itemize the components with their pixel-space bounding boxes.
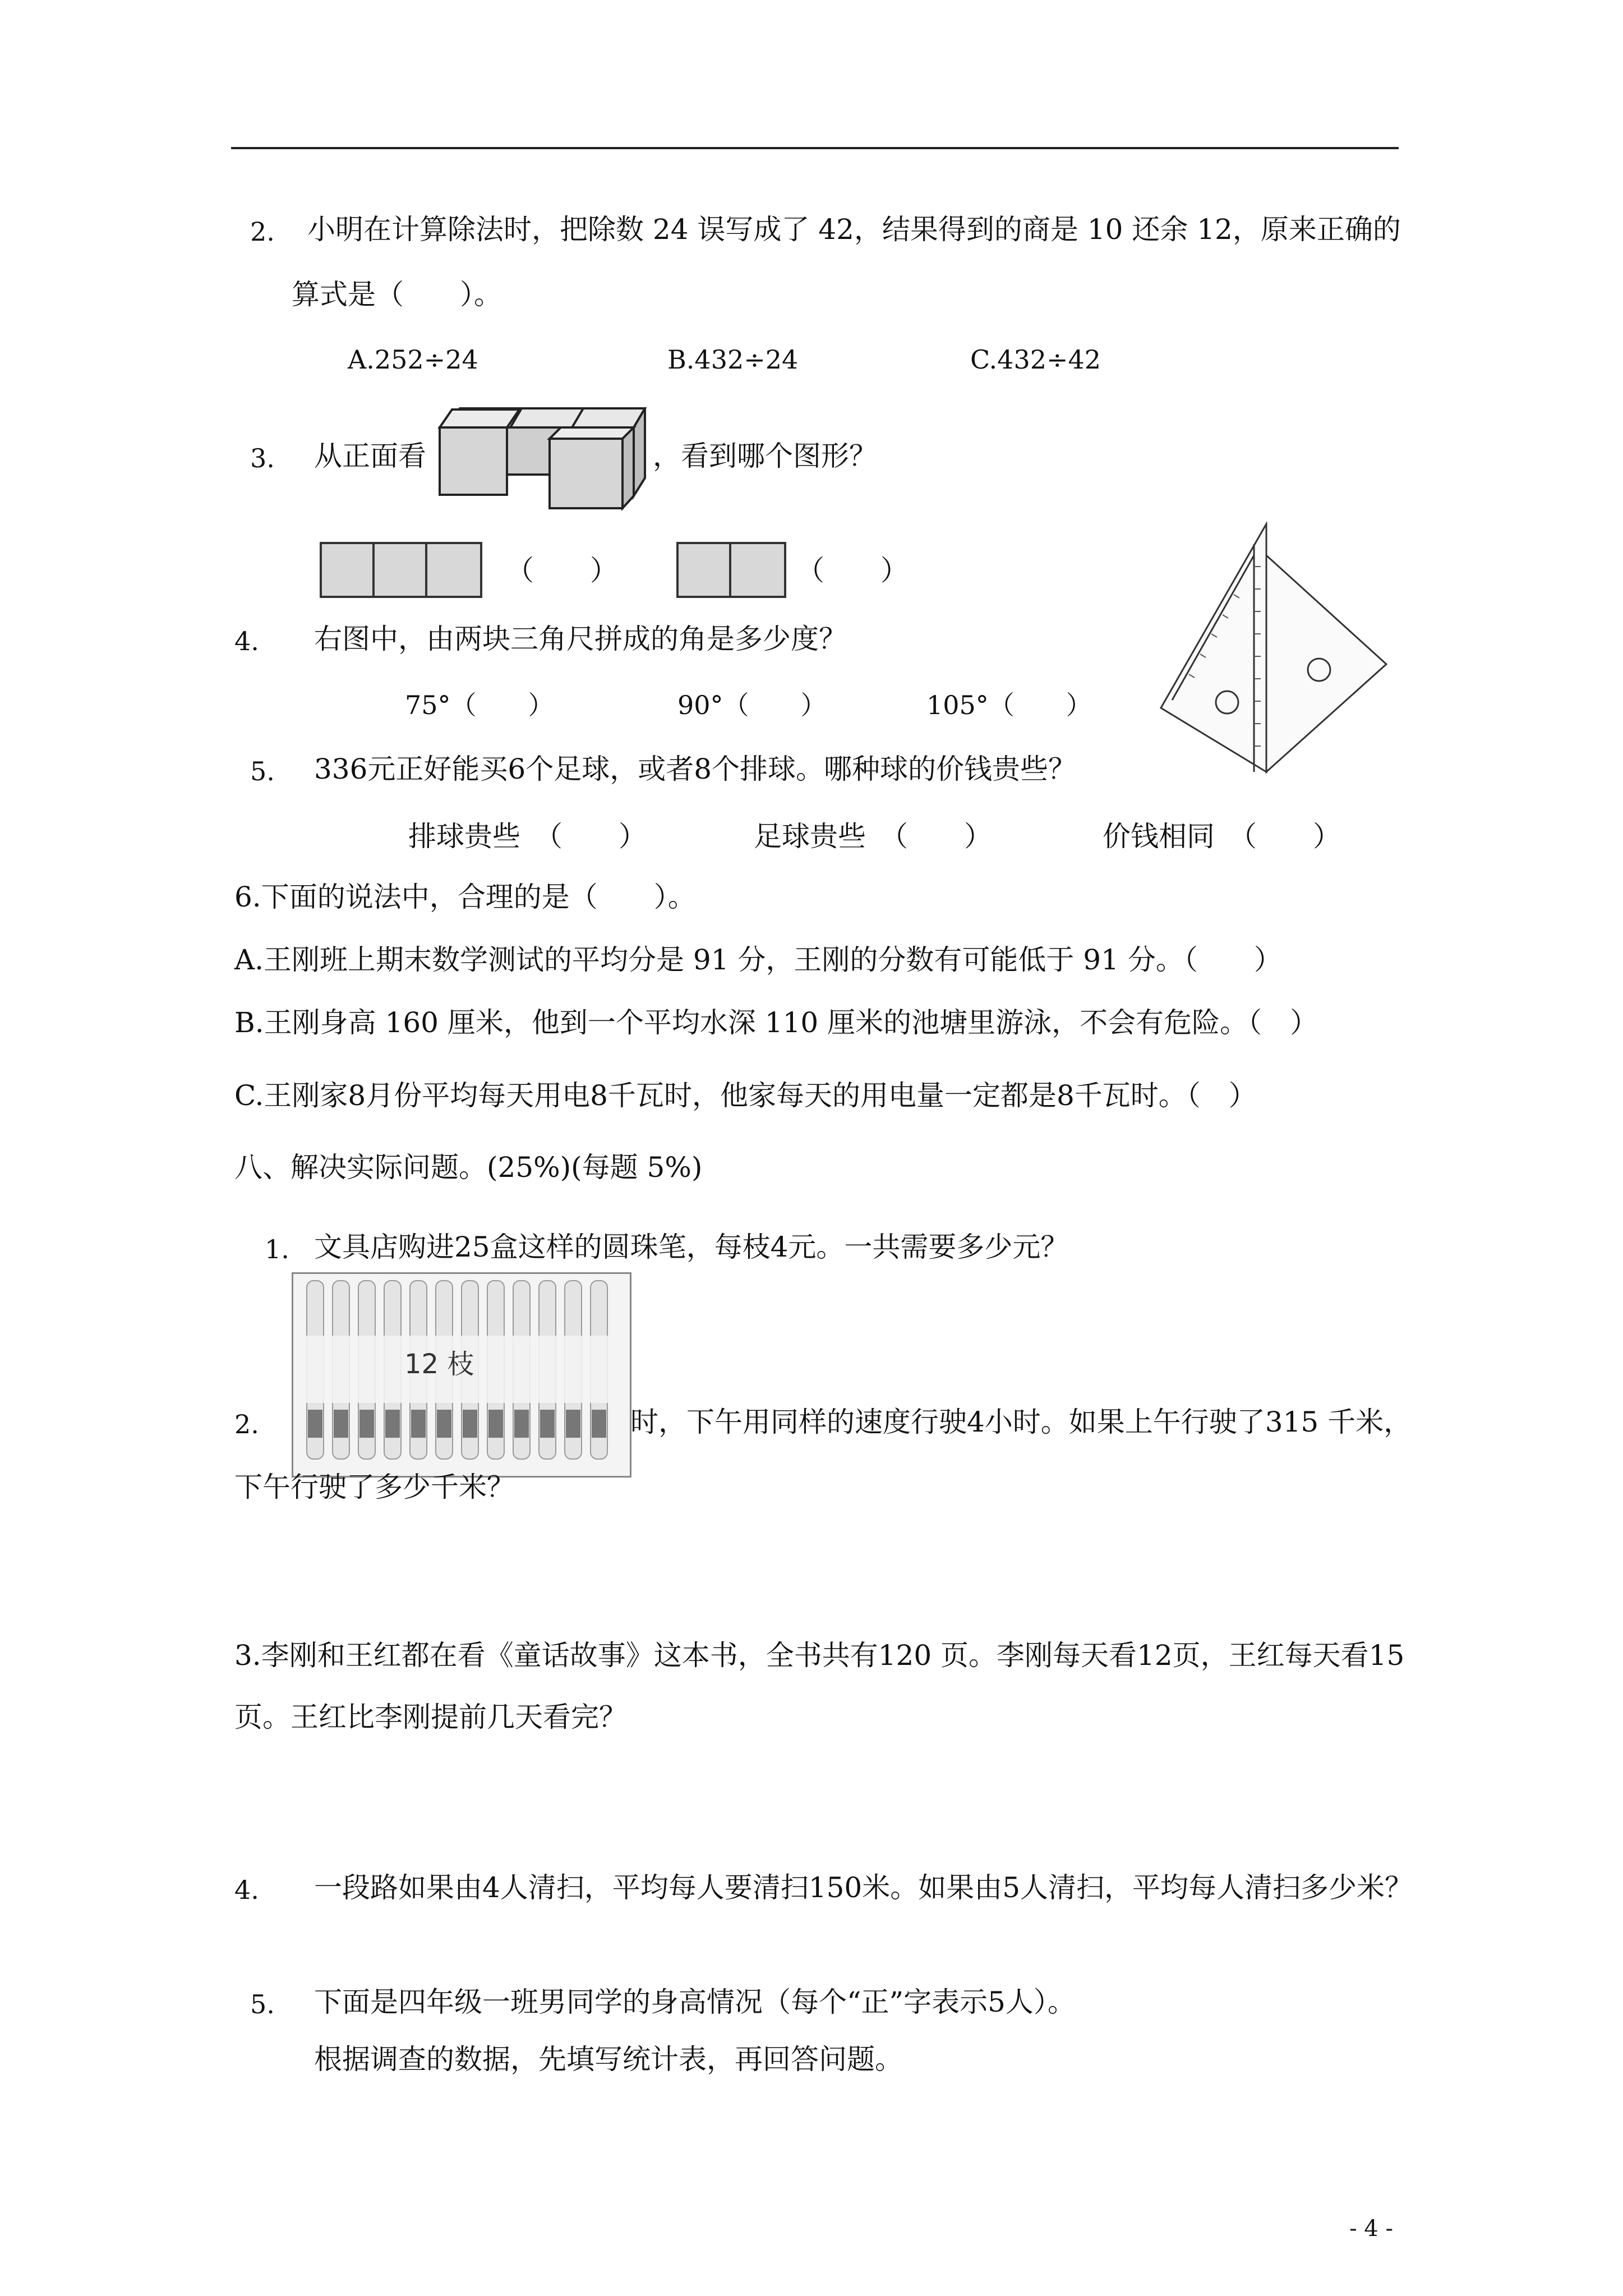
q3-choice-a-blank[interactable]: （ ） — [506, 554, 618, 587]
p4-text: 一段路如果由4人清扫，平均每人要清扫150米。如果由5人清扫，平均每人清扫多少米？ — [314, 1871, 1413, 1904]
q3-prefix: 从正面看 — [314, 440, 426, 472]
q5-number: 5. — [250, 756, 275, 786]
q2-option-c: C.432÷42 — [970, 344, 1101, 375]
section8-heading: 八、解决实际问题。(25%)(每题 5%) — [234, 1151, 703, 1184]
q5-text: 336元正好能买6个足球，或者8个排球。哪种球的价钱贵些？ — [314, 753, 1077, 785]
p1-text: 文具店购进25盒这样的圆珠笔，每枝4元。一共需要多少元？ — [314, 1231, 1069, 1263]
q3-choice-b-blank[interactable]: （ ） — [796, 554, 909, 587]
pen-box-image — [292, 1272, 631, 1478]
square-cell — [427, 544, 480, 596]
q4-number: 4. — [234, 626, 259, 656]
q6-item-a: A.王刚班上期末数学测试的平均分是 91 分，王刚的分数有可能低于 91 分。（ ） — [234, 944, 1282, 976]
p2-number: 2. — [234, 1409, 259, 1439]
q3-suffix: ，看到哪个图形？ — [653, 440, 877, 472]
q4-text: 右图中，由两块三角尺拼成的角是多少度？ — [314, 623, 847, 655]
q5-option-football: 足球贵些 （ ） — [754, 820, 992, 853]
q5-option-volleyball: 排球贵些 （ ） — [408, 820, 647, 853]
square-cell — [731, 544, 784, 596]
q6-item-c: C.王刚家8月份平均每天用电8千瓦时，他家每天的用电量一定都是8千瓦时。（ ） — [234, 1079, 1257, 1112]
q4-option-105: 105°（ ） — [926, 690, 1092, 720]
p1-number: 1. — [265, 1234, 289, 1264]
p5-number: 5. — [250, 1989, 275, 2019]
q6-title: 6.下面的说法中，合理的是（ ）。 — [234, 881, 696, 913]
q3-choice-a-shape — [320, 542, 482, 598]
q2-option-b: B.432÷24 — [667, 344, 799, 375]
p3-line2: 页。王红比李刚提前几天看完？ — [234, 1701, 627, 1733]
cube-figure-icon — [437, 407, 651, 512]
q2-number: 2. — [250, 217, 275, 247]
p5-line2: 根据调查的数据，先填写统计表，再回答问题。 — [314, 2043, 903, 2076]
p5-line1: 下面是四年级一班男同学的身高情况（每个“正”字表示5人）。 — [314, 1986, 1076, 2018]
square-cell — [375, 544, 427, 596]
square-cell — [322, 544, 375, 596]
p3-line1: 3.李刚和王红都在看《童话故事》这本书，全书共有120 页。李刚每天看12页，王红每天看15 — [234, 1639, 1405, 1672]
pen-count-label: 12 枝 — [404, 1349, 474, 1380]
q2-line1: 小明在计算除法时，把除数 24 误写成了 42，结果得到的商是 10 还余 12，原来正确的 — [307, 213, 1401, 246]
page-number: - 4 - — [1349, 2216, 1393, 2242]
triangle-rulers-icon — [1155, 522, 1391, 780]
q6-item-b: B.王刚身高 160 厘米，他到一个平均水深 110 厘米的池塘里游泳，不会有危险。（ ） — [234, 1006, 1318, 1039]
q3-number: 3. — [250, 443, 275, 473]
header-rule — [231, 147, 1399, 149]
q3-choice-b-shape — [676, 542, 786, 598]
q5-option-same: 价钱相同 （ ） — [1103, 820, 1341, 853]
q2-line2: 算式是（ ）。 — [292, 278, 502, 311]
q4-option-75: 75°（ ） — [405, 690, 554, 720]
q2-option-a: A.252÷24 — [348, 344, 478, 375]
p2-line1-tail: 时，下午用同样的速度行驶4小时。如果上午行驶了315 千米， — [630, 1406, 1412, 1438]
q4-option-90: 90°（ ） — [677, 690, 827, 720]
square-cell — [679, 544, 731, 596]
p4-number: 4. — [234, 1875, 259, 1905]
p2-line2: 下午行驶了多少千米？ — [234, 1471, 515, 1503]
